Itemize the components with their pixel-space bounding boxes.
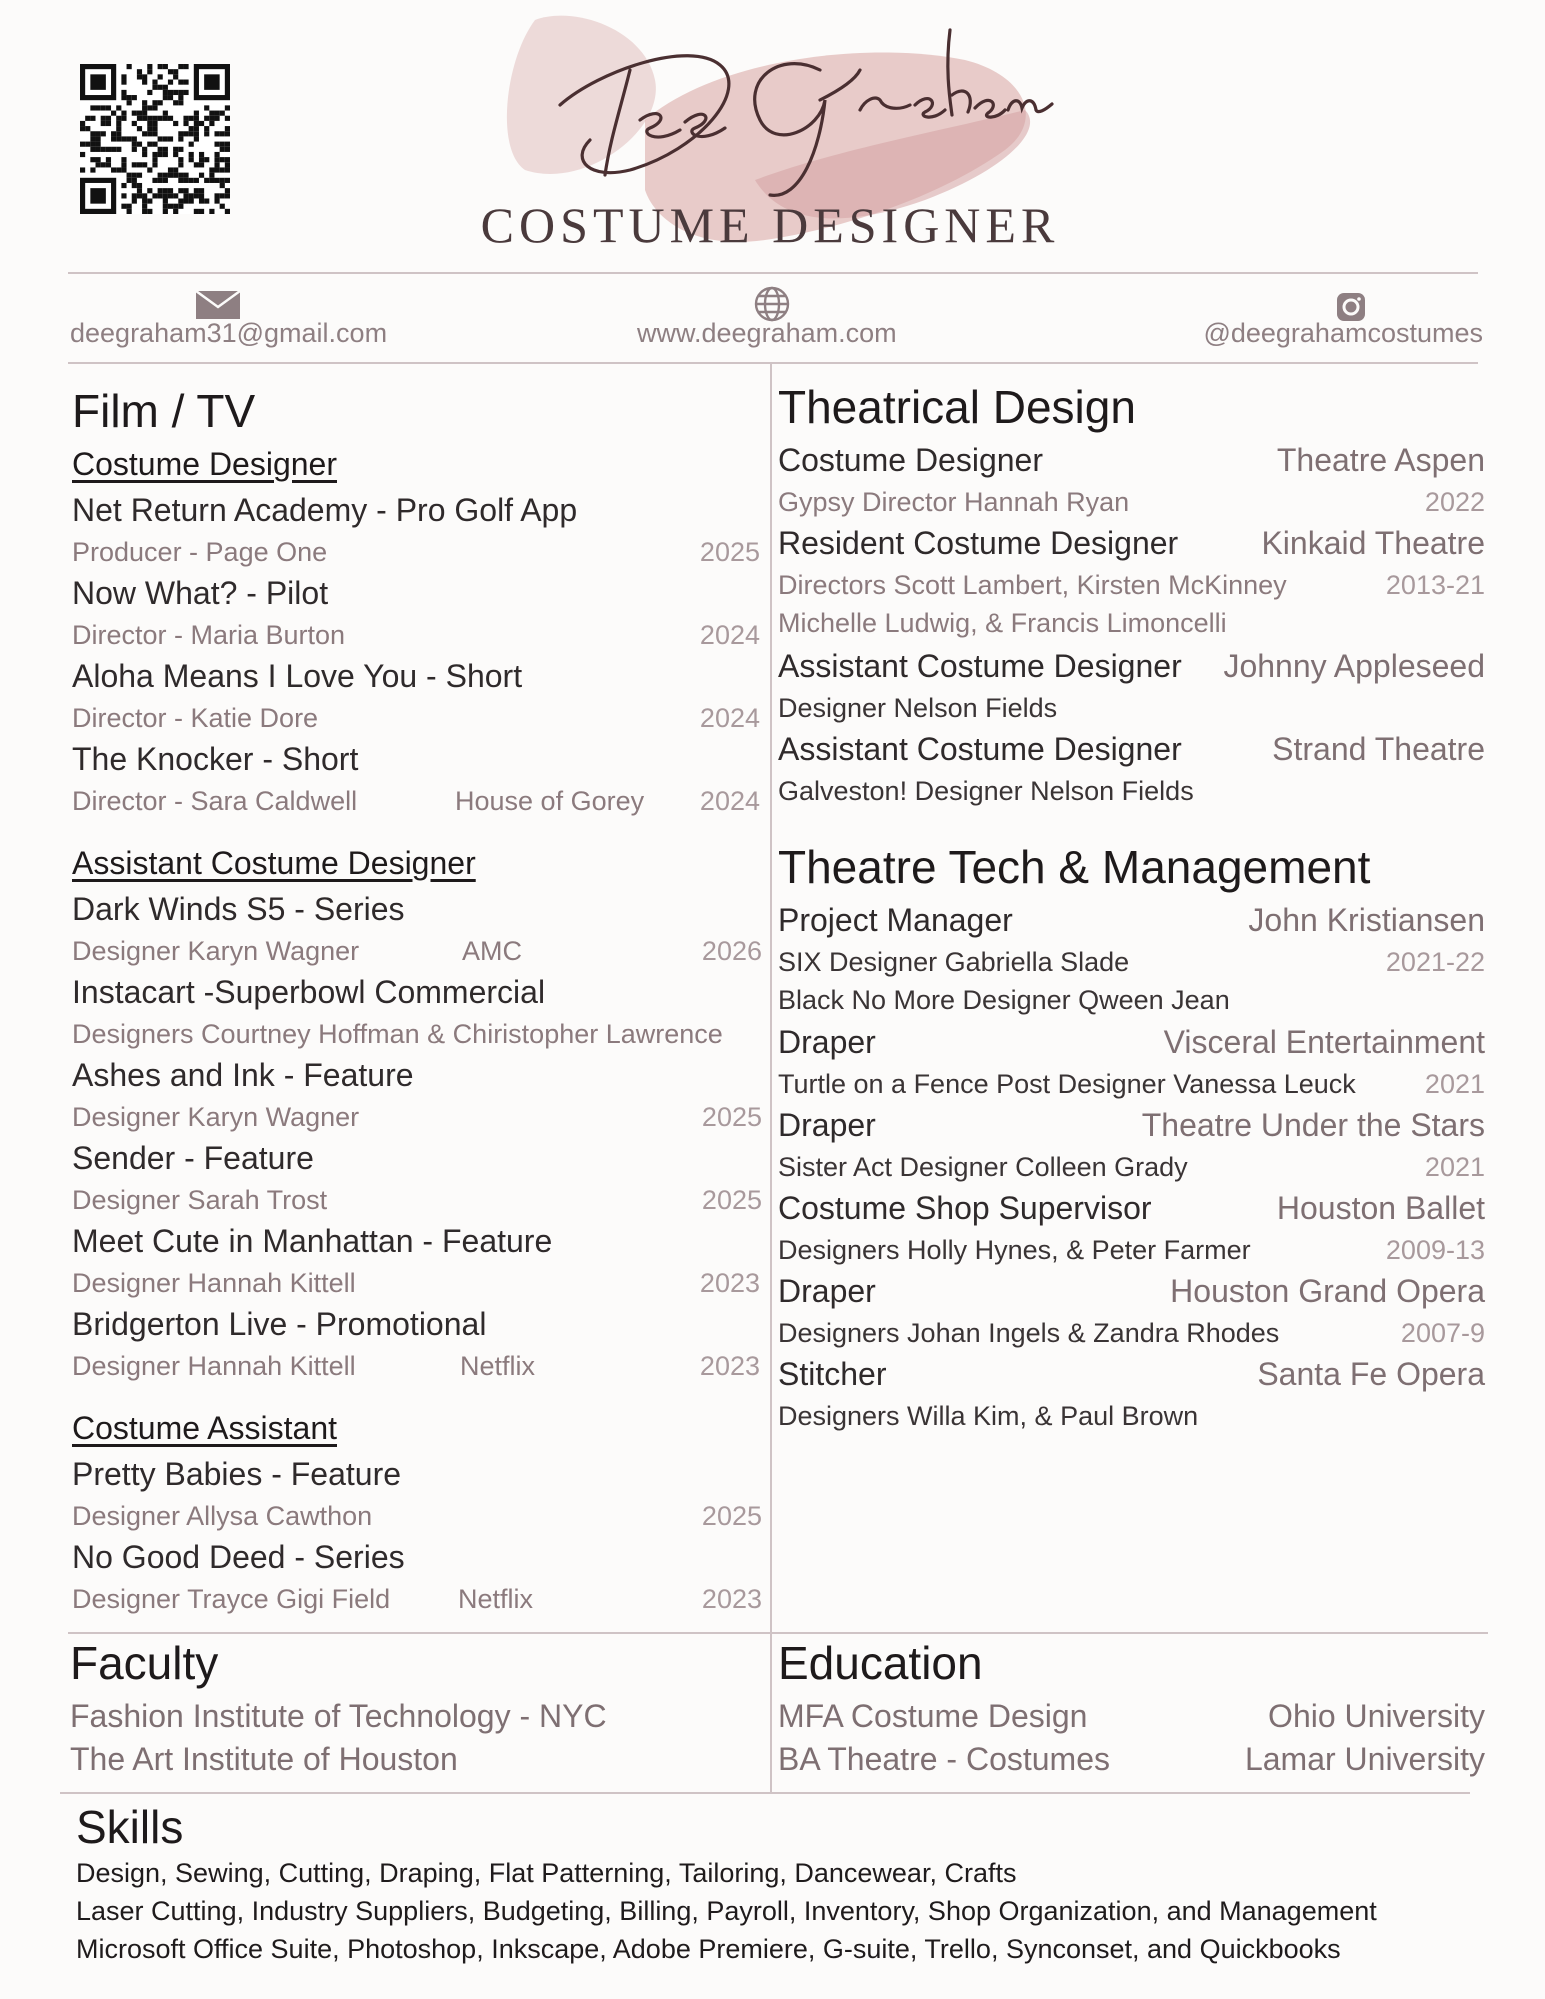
credit-person: Designer Hannah Kittell [72, 1351, 356, 1381]
credit-title: Net Return Academy - Pro Golf App [72, 492, 578, 528]
credit-title: Aloha Means I Love You - Short [72, 658, 523, 694]
tech-credit: Sister Act Designer Colleen Grady [778, 1152, 1188, 1182]
credit-title: Bridgerton Live - Promotional [72, 1306, 487, 1342]
qr-code [80, 64, 230, 214]
section-heading-skills: Skills [76, 1801, 184, 1853]
tech-venue: Theatre Under the Stars [1141, 1107, 1485, 1143]
credit-title: Now What? - Pilot [72, 575, 329, 611]
section-heading-film-tv: Film / TV [72, 385, 256, 437]
theatre-credit: Gypsy Director Hannah Ryan [778, 487, 1130, 517]
credit-person: Designer Allysa Cawthon [72, 1501, 373, 1531]
tech-year: 2021 [1424, 1152, 1485, 1182]
credit-studio: Netflix [460, 1351, 536, 1381]
credit-person: Designer Karyn Wagner [72, 1102, 360, 1132]
credit-year: 2025 [701, 1185, 762, 1215]
skills-line: Microsoft Office Suite, Photoshop, Inkscape, Adobe Premiere, G-suite, Trello, Synconset, and Quickbooks [76, 1934, 1341, 1964]
theatre-credit: Galveston! Designer Nelson Fields [778, 776, 1194, 806]
credit-year: 2023 [701, 1584, 762, 1614]
faculty-item: The Art Institute of Houston [70, 1741, 458, 1777]
credit-title: Instacart -Superbowl Commercial [72, 974, 546, 1010]
credit-title: No Good Deed - Series [72, 1539, 405, 1575]
credit-person: Designer Sarah Trost [72, 1185, 328, 1215]
tech-credit: SIX Designer Gabriella Slade [778, 947, 1130, 977]
education-degree: MFA Costume Design [778, 1698, 1088, 1734]
credit-person: Director - Maria Burton [72, 620, 346, 650]
divider [68, 272, 1478, 274]
credit-person: Director - Katie Dore [72, 703, 319, 733]
credit-year: 2024 [699, 703, 760, 733]
theatre-role: Resident Costume Designer [778, 525, 1179, 561]
section-heading-education: Education [778, 1637, 983, 1689]
tech-role: Draper [778, 1107, 876, 1143]
education-degree: BA Theatre - Costumes [778, 1741, 1110, 1777]
credit-year: 2025 [701, 1102, 762, 1132]
theatre-credit: Directors Scott Lambert, Kirsten McKinney [778, 570, 1287, 600]
credit-year: 2024 [699, 786, 760, 816]
theatre-year: 2013-21 [1385, 570, 1485, 600]
theatre-venue: Johnny Appleseed [1223, 648, 1485, 684]
tech-role: Draper [778, 1024, 876, 1060]
divider [68, 1632, 1488, 1634]
tech-year: 2021 [1424, 1069, 1485, 1099]
credit-title: Pretty Babies - Feature [72, 1456, 402, 1492]
tech-year: 2021-22 [1385, 947, 1485, 977]
credit-title: Dark Winds S5 - Series [72, 891, 405, 927]
theatre-credit: Designer Nelson Fields [778, 693, 1058, 723]
skills-line: Laser Cutting, Industry Suppliers, Budgeting, Billing, Payroll, Inventory, Shop Organization, and Management [76, 1896, 1377, 1926]
theatre-year: 2022 [1424, 487, 1485, 517]
tech-venue: John Kristiansen [1248, 902, 1485, 938]
subsection-costume-designer: Costume Designer [72, 446, 337, 482]
credit-studio: House of Gorey [455, 786, 645, 816]
divider [68, 362, 1478, 364]
tech-credit: Designers Willa Kim, & Paul Brown [778, 1401, 1199, 1431]
credit-person: Designer Trayce Gigi Field [72, 1584, 391, 1614]
divider [60, 1792, 1470, 1794]
tech-year: 2007-9 [1400, 1318, 1485, 1348]
credit-studio: AMC [462, 936, 522, 966]
faculty-item: Fashion Institute of Technology - NYC [70, 1698, 607, 1734]
job-title: COSTUME DESIGNER [480, 197, 1060, 253]
theatre-venue: Kinkaid Theatre [1261, 525, 1485, 561]
tech-credit: Turtle on a Fence Post Designer Vanessa Leuck [778, 1069, 1356, 1099]
theatre-venue: Theatre Aspen [1276, 442, 1485, 478]
credit-person: Designer Hannah Kittell [72, 1268, 356, 1298]
tech-credit: Designers Johan Ingels & Zandra Rhodes [778, 1318, 1280, 1348]
subsection-costume-assistant: Costume Assistant [72, 1410, 337, 1446]
credit-year: 2025 [699, 537, 760, 567]
instagram-handle[interactable]: @deegrahamcostumes [1203, 318, 1483, 348]
tech-venue: Visceral Entertainment [1163, 1024, 1485, 1060]
credit-person: Director - Sara Caldwell [72, 786, 358, 816]
credit-person: Designer Karyn Wagner [72, 936, 360, 966]
credit-year: 2026 [701, 936, 762, 966]
credit-year: 2023 [699, 1268, 760, 1298]
credit-person: Producer - Page One [72, 537, 328, 567]
tech-role: Stitcher [778, 1356, 887, 1392]
tech-role: Project Manager [778, 902, 1013, 938]
tech-credit: Designers Holly Hynes, & Peter Farmer [778, 1235, 1251, 1265]
tech-year: 2009-13 [1385, 1235, 1485, 1265]
envelope-icon [195, 290, 241, 320]
tech-venue: Santa Fe Opera [1257, 1356, 1485, 1392]
tech-venue: Houston Ballet [1276, 1190, 1485, 1226]
theatre-role: Assistant Costume Designer [778, 648, 1182, 684]
logo-signature [520, 10, 1060, 205]
credit-title: Sender - Feature [72, 1140, 314, 1176]
subsection-assistant-costume-designer: Assistant Costume Designer [72, 845, 476, 881]
section-heading-theatrical-design: Theatrical Design [778, 381, 1136, 433]
theatre-role: Assistant Costume Designer [778, 731, 1182, 767]
tech-credit: Black No More Designer Qween Jean [778, 985, 1230, 1015]
skills-line: Design, Sewing, Cutting, Draping, Flat Patterning, Tailoring, Dancewear, Crafts [76, 1858, 1017, 1888]
credit-year: 2025 [701, 1501, 762, 1531]
tech-role: Draper [778, 1273, 876, 1309]
education-school: Ohio University [1268, 1698, 1485, 1734]
credit-title: Ashes and Ink - Feature [72, 1057, 414, 1093]
column-divider [770, 362, 772, 1792]
theatre-role: Costume Designer [778, 442, 1043, 478]
credit-person: Designers Courtney Hoffman & Chiristopher Lawrence [72, 1019, 723, 1049]
website-link[interactable]: www.deegraham.com [637, 318, 897, 348]
globe-icon [754, 286, 790, 322]
section-heading-faculty: Faculty [70, 1637, 219, 1689]
credit-title: Meet Cute in Manhattan - Feature [72, 1223, 553, 1259]
credit-year: 2024 [699, 620, 760, 650]
email-link[interactable]: deegraham31@gmail.com [70, 318, 388, 348]
theatre-venue: Strand Theatre [1272, 731, 1485, 767]
credit-title: The Knocker - Short [72, 741, 359, 777]
tech-role: Costume Shop Supervisor [778, 1190, 1152, 1226]
credit-studio: Netflix [458, 1584, 534, 1614]
section-heading-theatre-tech: Theatre Tech & Management [778, 841, 1371, 893]
tech-venue: Houston Grand Opera [1170, 1273, 1485, 1309]
credit-year: 2023 [699, 1351, 760, 1381]
education-school: Lamar University [1244, 1741, 1485, 1777]
theatre-credit: Michelle Ludwig, & Francis Limoncelli [778, 608, 1227, 638]
